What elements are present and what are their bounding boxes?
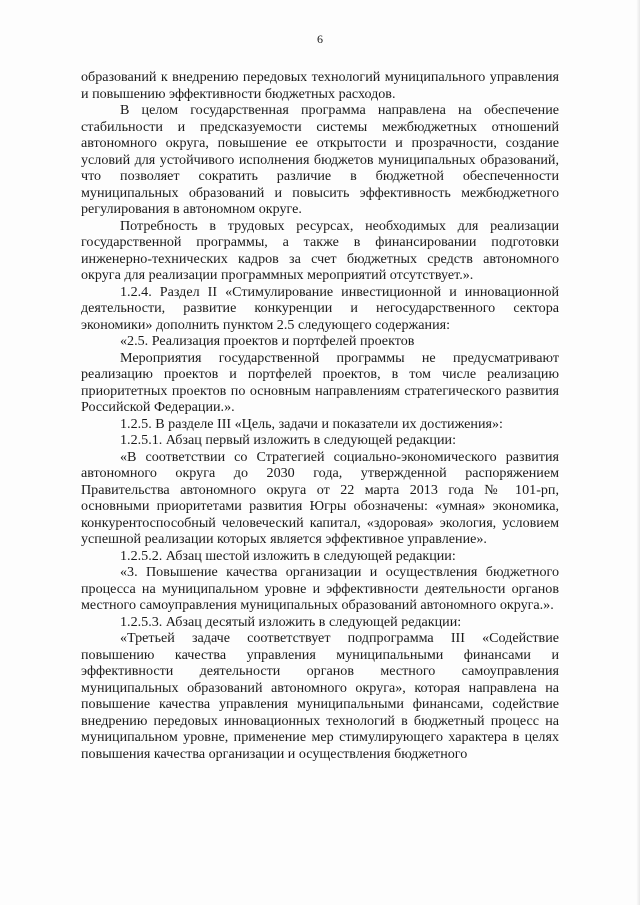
- page-number: 6: [317, 32, 323, 46]
- page-edge: [636, 0, 640, 905]
- paragraph: В целом государственная программа направлена на обеспечение стабильности и предсказуемости системы межбюджетных отношений автономного округа, повышение ее открытости и прозрачности, создание условий для устойчивого исполнения бюджетов муниципальных образований, что позволяет сократить различие в бюджетной обеспеченности муниципальных образований и повысить эффективность межбюджетного регулирования в автономном округе.: [81, 102, 559, 217]
- paragraph: Потребность в трудовых ресурсах, необходимых для реализации государственной программы, а также в финансировании подготовки инженерно-технических кадров за счет бюджетных средств автономного округа для реализации программных мероприятий отсутствует.».: [81, 217, 559, 283]
- paragraph: «Третьей задаче соответствует подпрограмма III «Содействие повышению качества управления муниципальными финансами и эффективности деятельности органов местного самоуправления муниципальных образований автономного округа», которая направлена на повышение качества управления муниципальными финансами, содействие внедрению передовых инновационных технологий в бюджетный процесс на муниципальном уровне, применение мер стимулирующего характера в целях повышения качества организации и осуществления бюджетного: [81, 630, 559, 762]
- paragraph: образований к внедрению передовых технологий муниципального управления и повышению эффективности бюджетных расходов.: [81, 69, 559, 102]
- document-body: [81, 69, 559, 762]
- paragraph: 1.2.5. В разделе III «Цель, задачи и показатели их достижения»:: [120, 415, 503, 432]
- paragraph: Мероприятия государственной программы не предусматривают реализацию проектов и портфелей проектов, в том числе реализацию приоритетных проектов по основным направлениям стратегического развития Российской Федерации.».: [81, 349, 559, 415]
- paragraph: 1.2.5.1. Абзац первый изложить в следующей редакции:: [120, 432, 456, 448]
- paragraph: 1.2.4. Раздел II «Стимулирование инвестиционной и инновационной деятельности, развитие конкуренции и негосударственного сектора экономики» дополнить пунктом 2.5 следующего содержания:: [81, 283, 559, 333]
- paragraph: 1.2.5.3. Абзац десятый изложить в следующей редакции:: [120, 613, 462, 630]
- paragraph: 1.2.5.2. Абзац шестой изложить в следующей редакции:: [120, 547, 456, 564]
- paragraph: «2.5. Реализация проектов и портфелей проектов: [120, 333, 415, 349]
- paragraph: «3. Повышение качества организации и осуществления бюджетного процесса на муниципальном уровне и эффективности деятельности органов местного самоуправления муниципальных образований автономного округа.».: [81, 564, 559, 613]
- paragraph: «В соответствии со Стратегией социально-экономического развития автономного округа до 2030 года, утвержденной распоряжением Правительства автономного округа от 22 марта 2013 года № 101-рп, основными приоритетами развития Югры обозначены: «умная» экономика, конкурентоспособный человеческий капитал, «здоровая» экология, условием успешной реализации которых является эффективное управление».: [81, 448, 559, 547]
